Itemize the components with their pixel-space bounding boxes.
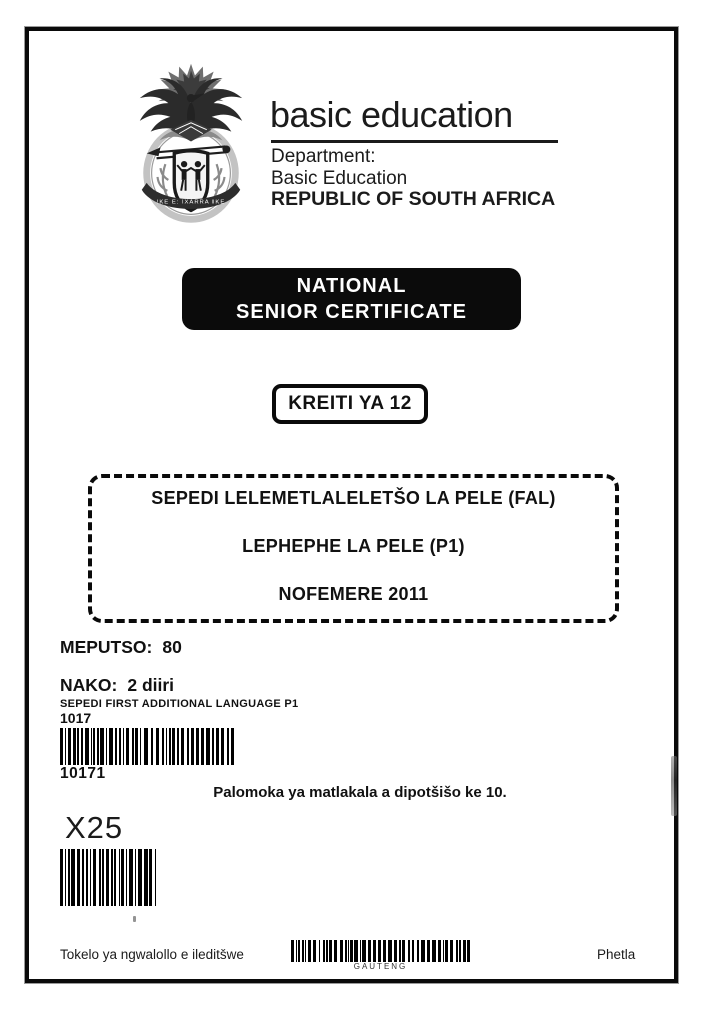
emblem-motto-text: ǃKE E: ǀXARRA ǁKE: [156, 199, 226, 206]
batch-code: X25: [65, 810, 124, 845]
province-label: GAUTENG: [353, 962, 408, 971]
marks-label: MEPUTSO:: [60, 637, 153, 657]
time-value: 2 diiri: [127, 675, 175, 695]
subject-english: SEPEDI FIRST ADDITIONAL LANGUAGE P1: [60, 698, 299, 710]
province-barcode: [291, 940, 470, 962]
time-line: [60, 675, 174, 696]
certificate-banner: [182, 268, 521, 330]
paper-title: LEPHEPHE LA PELE (P1): [242, 536, 465, 556]
south-africa-coat-of-arms-icon: [127, 60, 255, 223]
department-label: Department:: [271, 146, 376, 167]
grade-badge: KREITI YA 12: [272, 384, 428, 424]
marks-value: 80: [162, 637, 182, 657]
wordmark-basic-education: basic education: [270, 94, 513, 135]
exam-date: NOFEMERE 2011: [278, 584, 429, 604]
barcode-number: 10171: [60, 765, 106, 782]
subject-barcode: [60, 728, 234, 765]
marks-line: [60, 637, 182, 658]
certificate-banner-line2: SENIOR CERTIFICATE: [236, 301, 467, 323]
scan-speck: [133, 916, 136, 922]
subject-title: SEPEDI LELEMETLALELETŠO LA PELE (FAL): [151, 488, 556, 508]
scan-smudge: [671, 756, 677, 816]
wordmark-underline: [271, 140, 558, 143]
department-name: Basic Education: [271, 167, 408, 189]
country-name: REPUBLIC OF SOUTH AFRICA: [271, 188, 556, 210]
time-label: NAKO:: [60, 675, 118, 695]
paper-code: 1017: [60, 710, 92, 726]
certificate-banner-line1: NATIONAL: [296, 275, 407, 297]
batch-barcode: [60, 849, 156, 906]
copyright-notice: Tokelo ya ngwalollo e ileditšwe: [60, 947, 244, 962]
turn-over-label: Phetla: [597, 947, 636, 962]
subject-title-box: [88, 474, 619, 623]
page-count-note: Palomoka ya matlakala a dipotšišo ke 10.: [213, 784, 507, 801]
department-block: [271, 146, 555, 211]
